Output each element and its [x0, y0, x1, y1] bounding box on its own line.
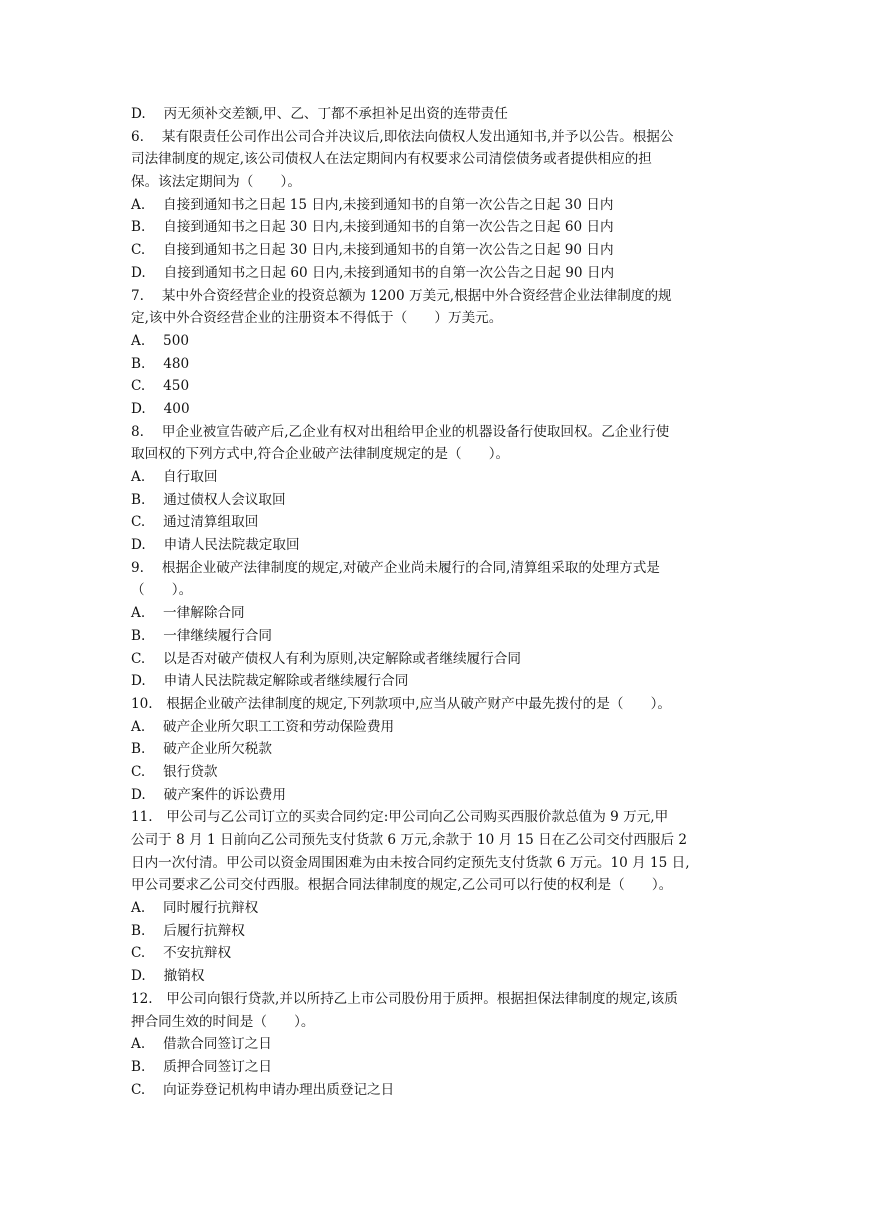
text-line: 6. 某有限责任公司作出公司合并决议后,即依法向债权人发出通知书,并予以公告。根据公 [131, 128, 674, 145]
text-line: D. 400 [131, 400, 190, 417]
text-line: A. 同时履行抗辩权 [131, 900, 259, 917]
text-line: A. 借款合同签订之日 [131, 1036, 272, 1053]
text-line: B. 通过债权人会议取回 [131, 491, 286, 508]
text-line: D. 自接到通知书之日起 60 日内,未接到通知书的自第一次公告之日起 90 日内 [131, 264, 615, 281]
text-line: 取回权的下列方式中,符合企业破产法律制度规定的是（ ）。 [131, 446, 510, 463]
text-line: A. 自接到通知书之日起 15 日内,未接到通知书的自第一次公告之日起 30 日内 [131, 196, 614, 213]
document-body [131, 103, 741, 1101]
text-line: D. 破产案件的诉讼费用 [131, 786, 286, 803]
text-line: B. 自接到通知书之日起 30 日内,未接到通知书的自第一次公告之日起 60 日内 [131, 219, 614, 236]
text-line: 12. 甲公司向银行贷款,并以所持乙上市公司股份用于质押。根据担保法律制度的规定,该质 [131, 990, 678, 1007]
text-line: （ ）。 [131, 582, 193, 599]
text-line: A. 500 [131, 332, 189, 349]
text-line: 9. 根据企业破产法律制度的规定,对破产企业尚未履行的合同,清算组采取的处理方式是 [131, 559, 660, 576]
text-line: D. 申请人民法院裁定取回 [131, 537, 300, 554]
text-line: A. 一律解除合同 [131, 605, 245, 622]
text-line: C. 450 [131, 378, 190, 395]
text-line: D. 丙无须补交差额,甲、乙、丁都不承担补足出资的连带责任 [131, 106, 508, 122]
text-line: 定,该中外合资经营企业的注册资本不得低于（ ）万美元。 [131, 310, 503, 327]
text-line: 保。该法定期间为（ ）。 [131, 174, 301, 191]
text-line: B. 480 [131, 355, 190, 372]
text-line: 司法律制度的规定,该公司债权人在法定期间内有权要求公司清偿债务或者提供相应的担 [131, 151, 652, 168]
text-line: D. 申请人民法院裁定解除或者继续履行合同 [131, 673, 409, 690]
text-line: C. 以是否对破产债权人有利为原则,决定解除或者继续履行合同 [131, 650, 521, 667]
text-line: B. 破产企业所欠税款 [131, 741, 272, 758]
text-line: 押合同生效的时间是（ ）。 [131, 1013, 315, 1030]
text-line: C. 向证券登记机构申请办理出质登记之日 [131, 1081, 395, 1098]
text-line: 公司于 8 月 1 日前向乙公司预先支付货款 6 万元,余款于 10 月 15 日在乙公司交付西服后 2 [131, 832, 688, 848]
text-line: A. 破产企业所欠职工工资和劳动保险费用 [131, 718, 395, 735]
text-line: B. 质押合同签订之日 [131, 1058, 272, 1075]
text-line: 10. 根据企业破产法律制度的规定,下列款项中,应当从破产财产中最先拨付的是（ ）。 [131, 695, 672, 712]
text-line: C. 银行贷款 [131, 763, 218, 780]
text-line: 11. 甲公司与乙公司订立的买卖合同约定:甲公司向乙公司购买西服价款总值为 9 万元,甲 [131, 809, 669, 826]
text-line: 甲公司要求乙公司交付西服。根据合同法律制度的规定,乙公司可以行使的权利是（ ）。 [131, 877, 673, 894]
text-line: C. 自接到通知书之日起 30 日内,未接到通知书的自第一次公告之日起 90 日内 [131, 242, 614, 259]
text-line: B. 后履行抗辩权 [131, 922, 245, 939]
text-line: D. 撤销权 [131, 968, 205, 985]
text-line: C. 不安抗辩权 [131, 945, 232, 962]
text-line: 7. 某中外合资经营企业的投资总额为 1200 万美元,根据中外合资经营企业法律制度的规 [131, 287, 672, 304]
text-line: A. 自行取回 [131, 469, 218, 485]
text-line: C. 通过清算组取回 [131, 514, 259, 531]
text-line: 8. 甲企业被宣告破产后,乙企业有权对出租给甲企业的机器设备行使取回权。乙企业行使 [131, 423, 670, 440]
text-line: B. 一律继续履行合同 [131, 627, 272, 644]
text-line: 日内一次付清。甲公司以资金周围困难为由未按合同约定预先支付货款 6 万元。10 月 15 日, [131, 854, 690, 871]
